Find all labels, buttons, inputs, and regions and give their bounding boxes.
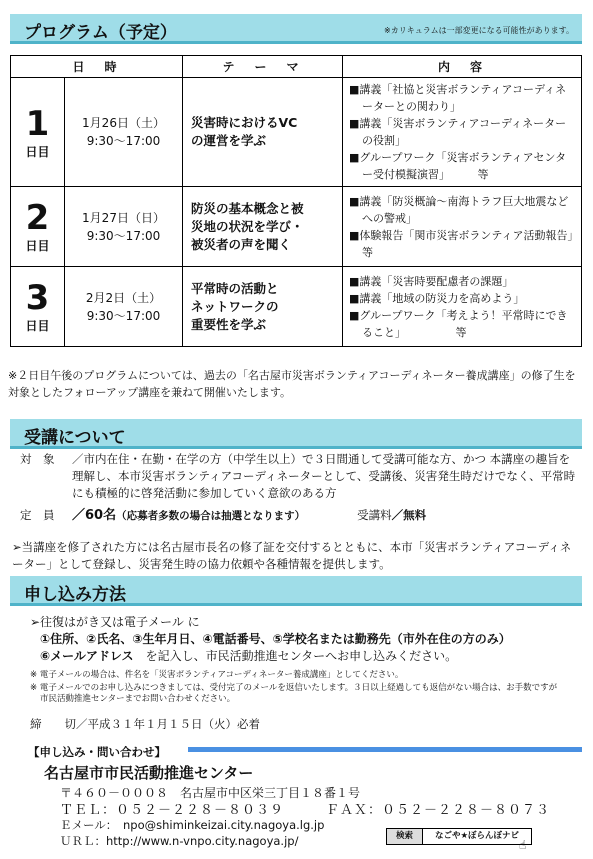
- theme-cell: [183, 78, 343, 187]
- capacity-note: （応募者多数の場合は抽選となります）: [116, 510, 306, 522]
- table-row: [11, 187, 582, 267]
- content-item: ■講義「災害時要配慮者の課題」: [349, 274, 514, 288]
- fee-label: 受講料: [357, 508, 392, 522]
- target-label: 対 象: [20, 452, 55, 466]
- theme-line: ネットワークの: [191, 298, 279, 314]
- email-address-item: ⑥メールアドレス: [40, 649, 134, 663]
- divider-line: [188, 747, 582, 752]
- program-header-band: [10, 14, 582, 44]
- content-item: ■体験報告「関市災害ボランティア活動報告」等: [349, 228, 574, 259]
- content-item: ■講義「社協と災害ボランティアコーディネーターとの関わり」: [349, 83, 567, 113]
- theme-line: 被災者の声を聞く: [191, 236, 292, 252]
- day-cell: [11, 187, 65, 267]
- theme-cell: [183, 267, 343, 347]
- table-row: [11, 267, 582, 347]
- search-label: 検索: [387, 829, 423, 844]
- program-footnote: ※２日目午後のプログラムについては、過去の「名古屋市災害ボランティアコーディネーター養成講座」の修了生を対象としたフォローアップ講座を兼ねて開催いたします。: [8, 369, 576, 399]
- content-cell: [343, 187, 582, 267]
- search-term: なごや★ぼらんぼナビ: [434, 831, 520, 841]
- tel-fax: ＴＥＬ：０５２－２２８－８０３９ ＦＡＸ：０５２－２２８－８０７３: [60, 803, 551, 818]
- time-text: 9:30～17:00: [86, 228, 161, 243]
- header-datetime: 日 時: [11, 56, 183, 78]
- program-table: [10, 55, 582, 347]
- content-item: ■講義「災害ボランティアコーディネーターの役割」: [349, 117, 567, 147]
- website-url[interactable]: ＵＲＬ：http://www.n-vnpo.city.nagoya.jp/: [60, 834, 299, 848]
- day-number: 2: [25, 198, 50, 238]
- email-subject-note: ※ 電子メールの場合は、件名を「災害ボランティアコーディネーター養成講座」としてください。: [30, 670, 404, 680]
- apply-line-3: [30, 648, 580, 665]
- theme-line: の運営を学ぶ: [191, 133, 267, 148]
- table-row: [11, 78, 582, 187]
- email-reply-note: ※ 電子メールでのお申し込みにつきましては、受付完了のメールを返信いたします。３日以上経過しても返信がない場合は、お手数ですが市民活動推進センターまでお問い合わせください。: [30, 683, 558, 704]
- content-item: ■グループワーク「考えよう！平常時にできること」 等: [349, 308, 568, 339]
- theme-line: 災害時におけるVC: [191, 115, 298, 130]
- day-unit: 日目: [25, 239, 50, 253]
- date-cell: [65, 267, 183, 347]
- fee-value: ／無料: [391, 508, 427, 522]
- day-unit: 日目: [25, 319, 50, 333]
- table-header-row: [11, 56, 582, 78]
- time-text: 9:30～17:00: [86, 308, 161, 323]
- apply-header-band: [10, 576, 582, 606]
- curriculum-note: ※カリキュラムは一部変更になる可能性があります。: [384, 26, 574, 35]
- contact-heading: 【申し込み・問い合わせ】: [28, 745, 166, 759]
- content-cell: [343, 78, 582, 187]
- target-text: ／市内在住・在勤・在学の方（中学生以上）で３日間通して受講可能な方、かつ 本講座の趣旨を理解し、本市災害ボランティアコーディネーターとして、受講後、災害発生時だけでなく、平常時にも積極的に啓発活動に参加していく意欲のある方: [72, 452, 576, 500]
- day-unit: 日目: [25, 144, 50, 159]
- apply-line-1: ➢往復はがき又は電子メール に: [30, 615, 200, 629]
- organization-name: 名古屋市市民活動推進センター: [44, 764, 254, 782]
- completion-text: ➢当講座を修了された方には名古屋市長名の修了証を交付するとともに、本市「災害ボランティアコーディネーター」として登録し、災害発生時の協力依頼や各種情報を提供します。: [12, 540, 572, 571]
- theme-line: 平常時の活動と: [191, 280, 279, 296]
- day-number: 3: [25, 278, 50, 318]
- theme-line: 防災の基本概念と被: [191, 200, 304, 216]
- date-text: 2月2日（土）: [85, 290, 162, 305]
- day-cell: [11, 267, 65, 347]
- content-item: ■グループワーク「災害ボランティアセンター受付模擬演習」 等: [349, 151, 567, 181]
- day-number: 1: [25, 103, 50, 144]
- address: 〒４６０－０００８ 名古屋市中区栄三丁目１８番１号: [60, 786, 361, 800]
- apply-section: [30, 614, 580, 665]
- theme-line: 災地の状況を学び・: [191, 218, 304, 234]
- pointer-icon: ☝: [519, 838, 527, 852]
- capacity-label: 定 員: [20, 508, 55, 522]
- content-item: ■講義「地域の防災力を高めよう」: [349, 291, 525, 305]
- apply-title: 申し込み方法: [24, 585, 126, 605]
- content-cell: [343, 267, 582, 347]
- course-title: 受講について: [24, 428, 126, 448]
- header-content: 内 容: [343, 56, 582, 78]
- capacity-value: ／60名: [72, 508, 117, 523]
- target-row: [20, 451, 580, 502]
- content-item: ■講義「防災概論～南海トラフ巨大地震などへの警戒」: [349, 194, 569, 225]
- apply-line-3-rest: を記入し、市民活動推進センターへお申し込みください。: [133, 649, 458, 663]
- deadline: 締 切／平成３１年１月１５日（火）必着: [30, 717, 260, 731]
- apply-line-2: ①住所、②氏名、③生年月日、④電話番号、⑤学校名または勤務先（市外在住の方のみ）: [40, 632, 511, 646]
- theme-cell: [183, 187, 343, 267]
- date-cell: [65, 187, 183, 267]
- time-text: 9:30～17:00: [86, 134, 161, 148]
- course-header-band: [10, 419, 582, 449]
- header-theme: テ ー マ: [183, 56, 343, 78]
- program-title: プログラム（予定）: [24, 23, 177, 43]
- capacity-row: [20, 507, 580, 525]
- course-section: [12, 451, 580, 573]
- search-box[interactable]: [386, 828, 532, 845]
- date-text: 1月27日（日）: [82, 210, 165, 225]
- theme-line: 重要性を学ぶ: [191, 316, 267, 332]
- day-cell: [11, 78, 65, 187]
- date-text: 1月26日（土）: [82, 116, 165, 130]
- date-cell: [65, 78, 183, 187]
- email-address[interactable]: Ｅメール： npo@shiminkeizai.city.nagoya.lg.jp: [60, 818, 325, 832]
